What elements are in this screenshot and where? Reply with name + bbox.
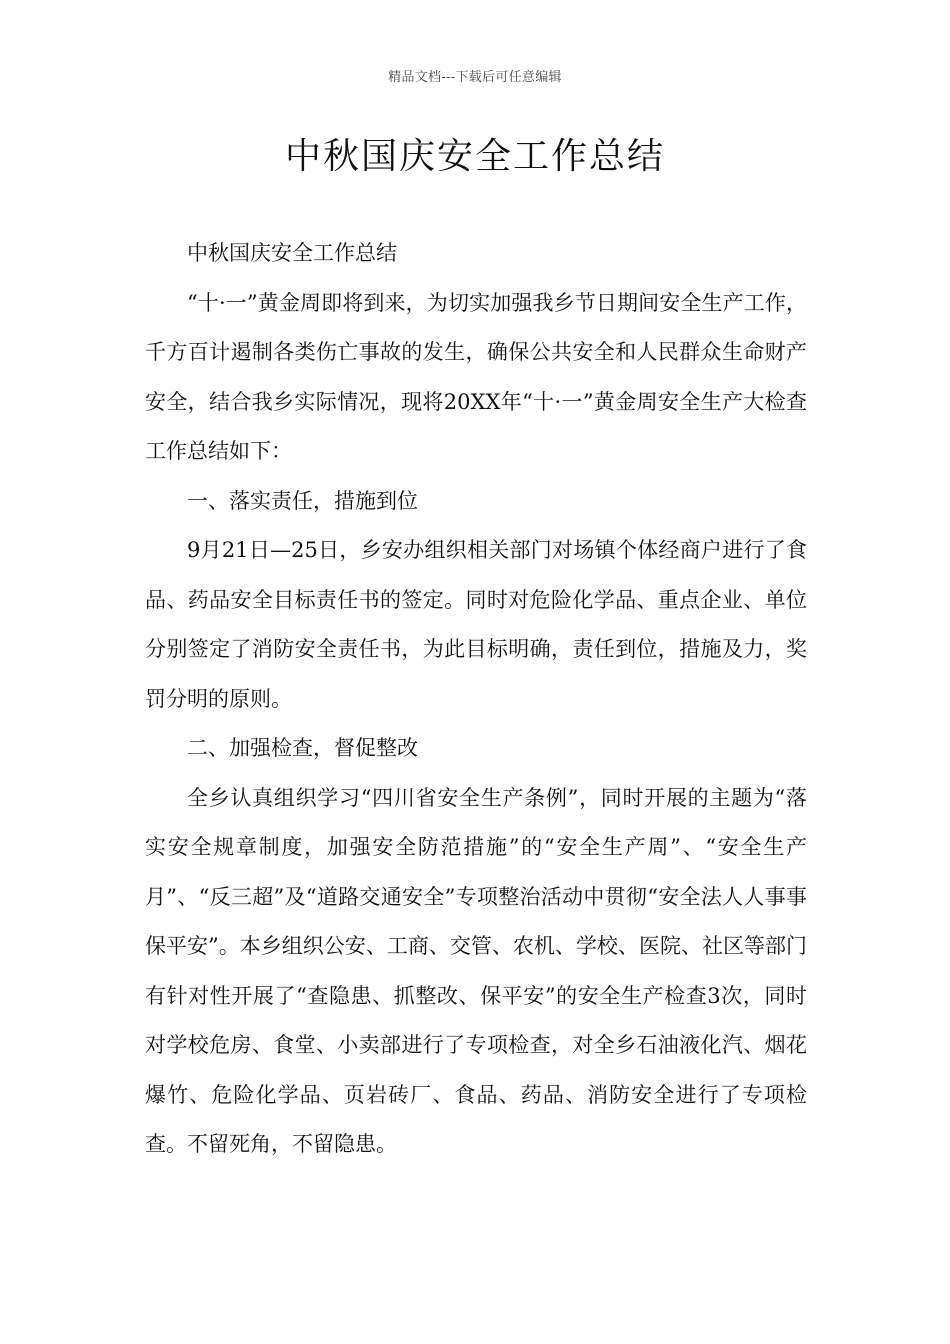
body-subtitle: 中秋国庆安全工作总结 [187,241,397,265]
intro-paragraph: “十·一”黄金周即将到来，为切实加强我乡节日期间安全生产工作，千方百计遏制各类伤亡事故的发生，确保公共安全和人民群众生命财产安全，结合我乡实际情况，现将20XX年“十·一”黄金周安全生产大检查工作总结如下： [145,290,807,463]
section-2-paragraph: 全乡认真组织学习“四川省安全生产条例”，同时开展的主题为“落实安全规章制度，加强安全防范措施”的“安全生产周”、“安全生产月”、“反三超”及“道路交通安全”专项整治活动中贯彻“安全法人人事事保平安”。本乡组织公安、工商、交管、农机、学校、医院、社区等部门有针对性开展了“查隐患、抓整改、保平安”的安全生产检查3次，同时对学校危房、食堂、小卖部进行了专项检查，对全乡石油液化汽、烟花爆竹、危险化学品、页岩砖厂、食品、药品、消防安全进行了专项检查。不留死角，不留隐患。 [145,785,807,1156]
document-body [145,229,807,1170]
header-note: 精品文档---下载后可任意编辑 [388,70,562,85]
section-1-paragraph: 9月21日—25日，乡安办组织相关部门对场镇个体经商户进行了食品、药品安全目标责任书的签定。同时对危险化学品、重点企业、单位分别签定了消防安全责任书，为此目标明确，责任到位，措施及力，奖罚分明的原则。 [145,538,807,711]
section-heading-2: 二、加强检查，督促整改 [187,736,418,760]
section-heading-1: 一、落实责任，措施到位 [187,488,418,513]
document-title: 中秋国庆安全工作总结 [284,136,665,177]
